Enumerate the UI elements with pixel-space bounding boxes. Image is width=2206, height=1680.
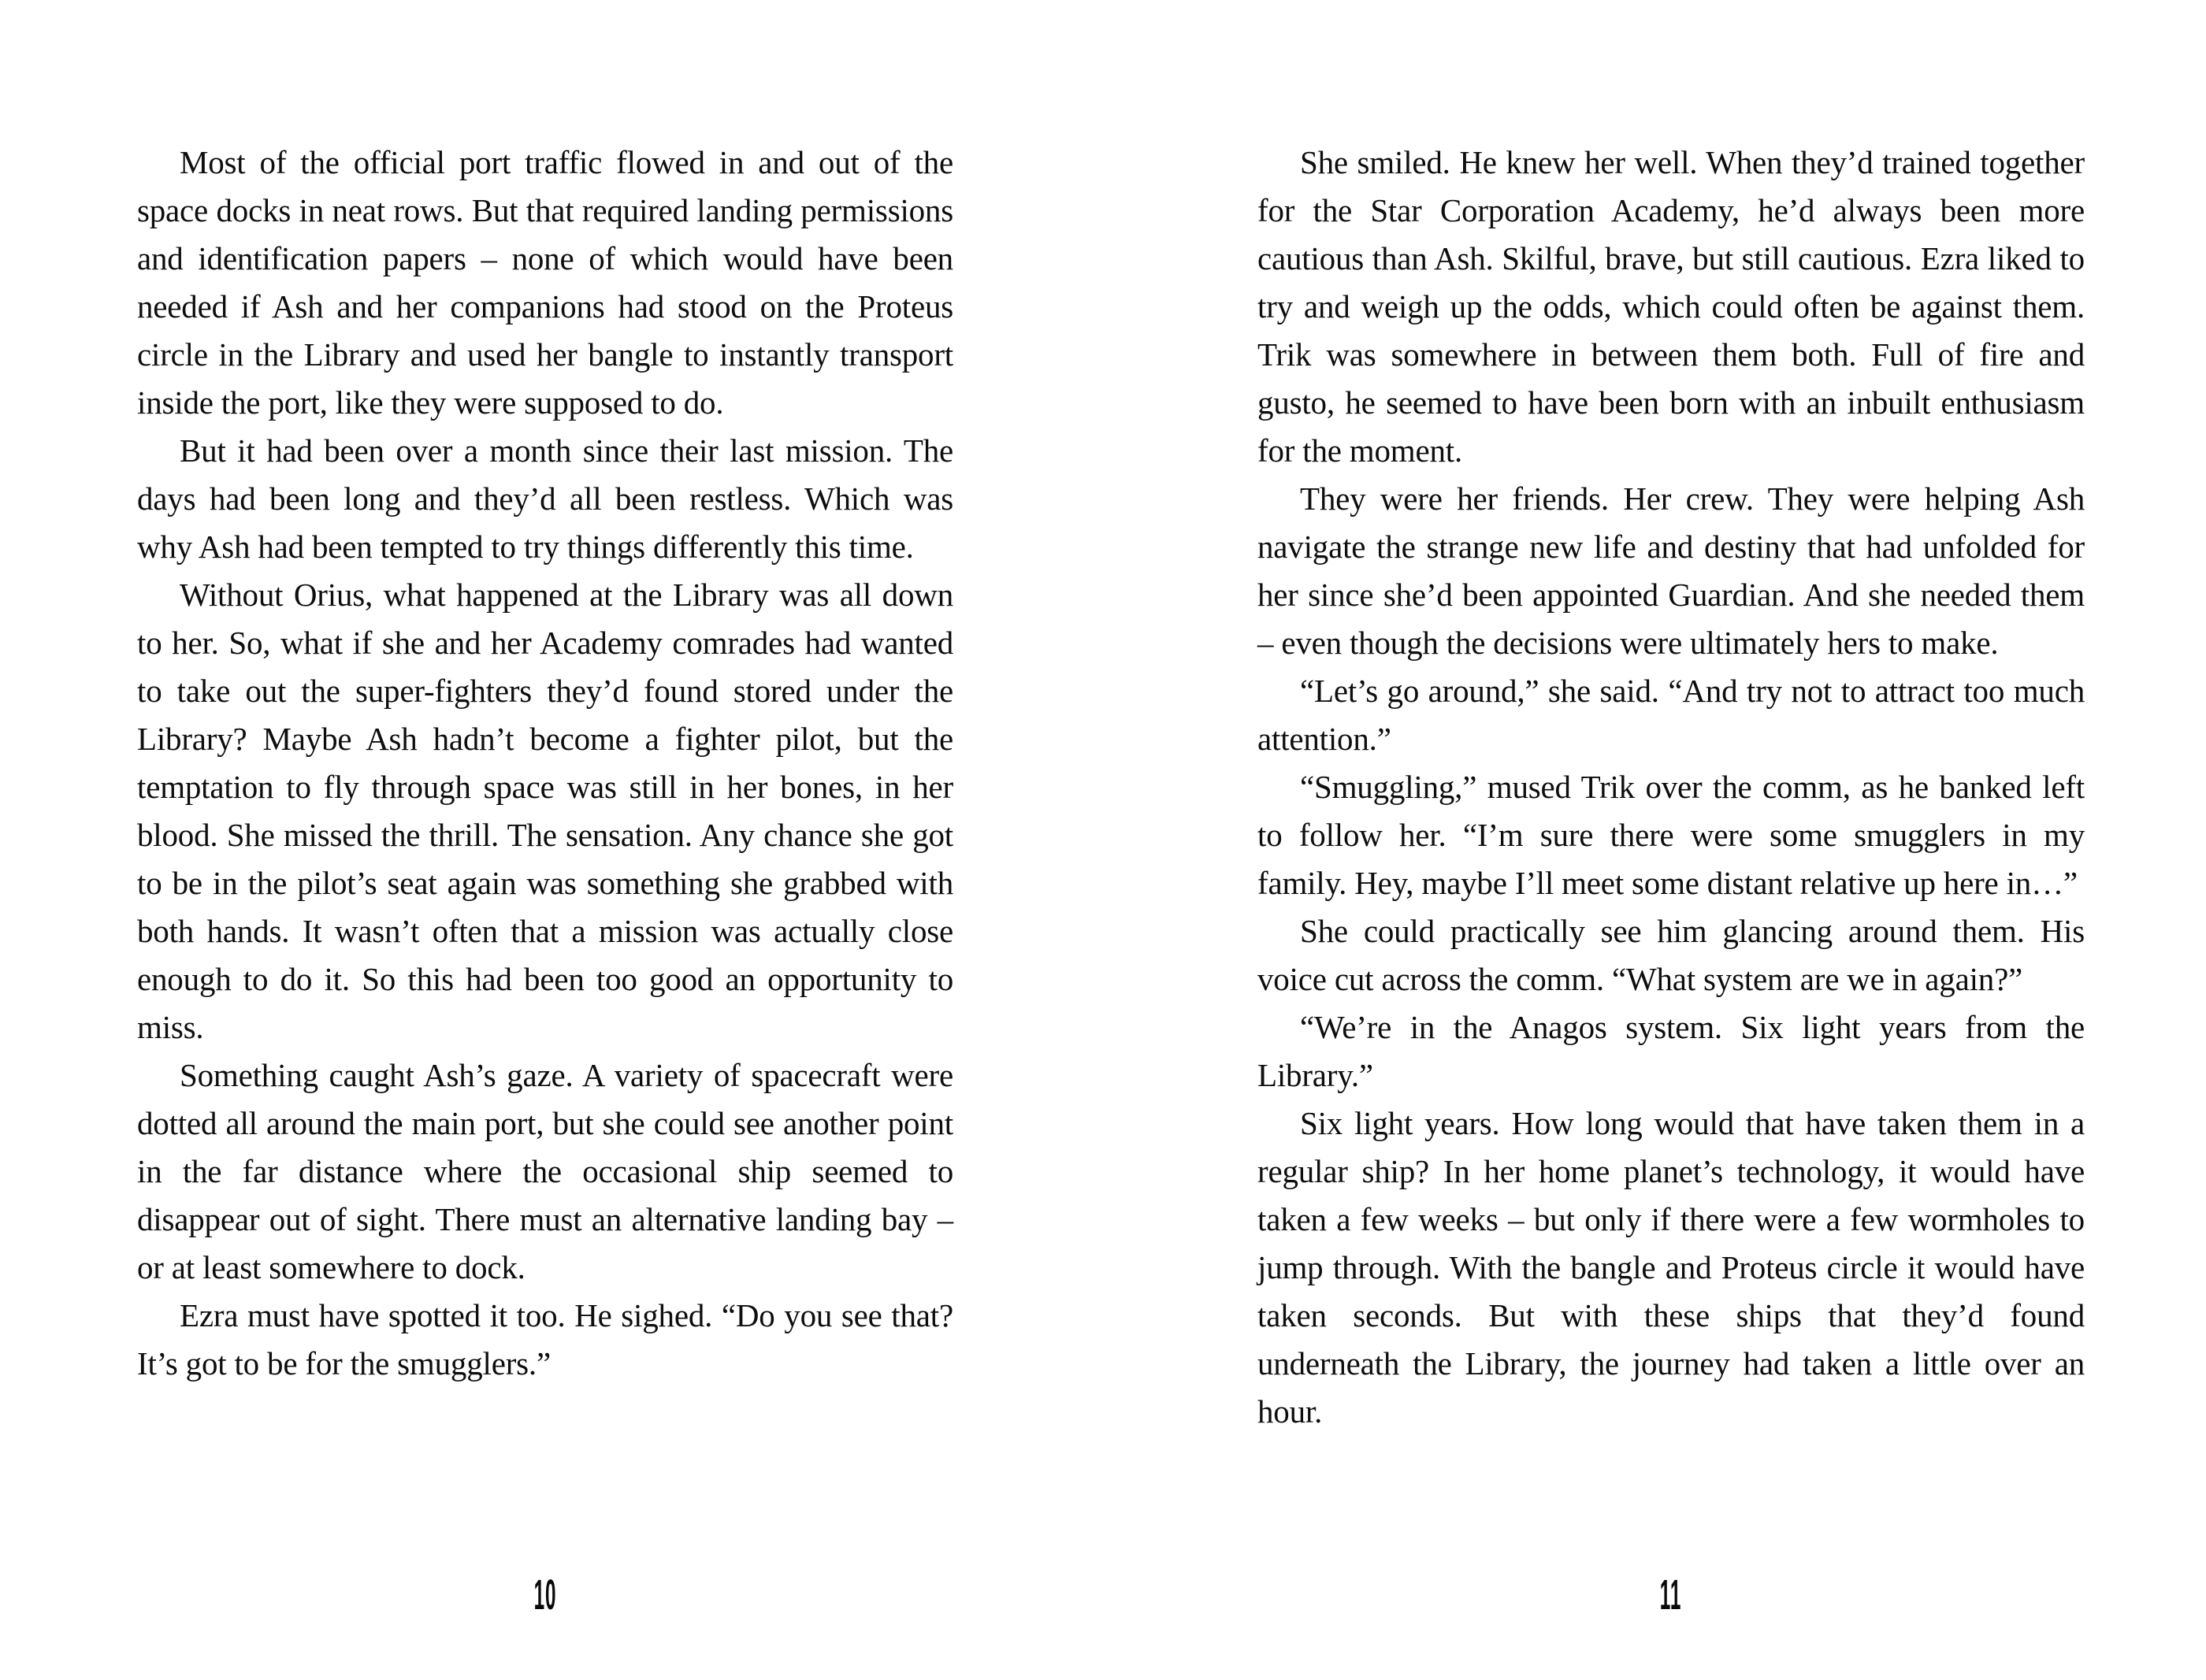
paragraph: Without Orius, what happened at the Library was all down to her. So, what if she and her Academy comrades had wanted to take out the super-fighters they’d found stored under the Library? Maybe Ash hadn’t become a fighter pilot, but the temptation to fly through space was still in her bones, in her blood. She missed the thrill. The sensation. Any chance she got to be in the pilot’s seat again was something she grabbed with both hands. It wasn’t often that a mission was actually close enough to do it. So this had been too good an opportunity to miss. <box>137 577 953 1045</box>
page-right-number-digits: 11 <box>1660 1571 1682 1619</box>
page-left-number <box>137 1571 953 1619</box>
page-left-number-digits: 10 <box>533 1571 557 1619</box>
paragraph: Something caught Ash’s gaze. A variety of spacecraft were dotted all around the main port, but she could see another point in the far distance where the occasional ship seemed to disappear out of sight. There must an alternative landing bay – or at least somewhere to dock. <box>137 1057 953 1285</box>
page-left-text-block <box>137 139 953 1388</box>
paragraph: She could practically see him glancing around them. His voice cut across the comm. “What system are we in again?” <box>1257 913 2085 997</box>
paragraph: Six light years. How long would that have taken them in a regular ship? In her home planet’s technology, it would have taken a few weeks – but only if there were a few wormholes to jump through. With the bangle and Proteus circle it would have taken seconds. But with these ships that they’d found underneath the Library, the journey had taken a little over an hour. <box>1257 1105 2085 1430</box>
paragraph: She smiled. He knew her well. When they’d trained together for the Star Corporation Academy, he’d always been more cautious than Ash. Skilful, brave, but still cautious. Ezra liked to try and weigh up the odds, which could often be against them. Trik was somewhere in between them both. Full of fire and gusto, he seemed to have been born with an inbuilt enthusiasm for the moment. <box>1257 144 2085 469</box>
paragraph: Ezra must have spotted it too. He sighed. “Do you see that? It’s got to be for the smugglers.” <box>137 1297 953 1381</box>
paragraph: Most of the official port traffic flowed in and out of the space docks in neat rows. But that required landing permissions and identification papers – none of which would have been needed if Ash and her companions had stood on the Proteus circle in the Library and used her bangle to instantly transport inside the port, like they were supposed to do. <box>137 144 953 421</box>
paragraph: They were her friends. Her crew. They were helping Ash navigate the strange new life and destiny that had unfolded for her since she’d been appointed Guardian. And she needed them – even though the decisions were ultimately hers to make. <box>1257 480 2085 661</box>
paragraph: “Smuggling,” mused Trik over the comm, as he banked left to follow her. “I’m sure there were some smugglers in my family. Hey, maybe I’ll meet some distant relative up here in…” <box>1257 769 2085 901</box>
page-right <box>1103 0 2206 1680</box>
paragraph: But it had been over a month since their last mission. The days had been long and they’d all been restless. Which was why Ash had been tempted to try things differently this time. <box>137 432 953 565</box>
page-right-text-block <box>1257 139 2085 1436</box>
paragraph: “We’re in the Anagos system. Six light years from the Library.” <box>1257 1009 2085 1093</box>
page-right-number <box>1257 1571 2085 1619</box>
paragraph: “Let’s go around,” she said. “And try not to attract too much attention.” <box>1257 673 2085 757</box>
